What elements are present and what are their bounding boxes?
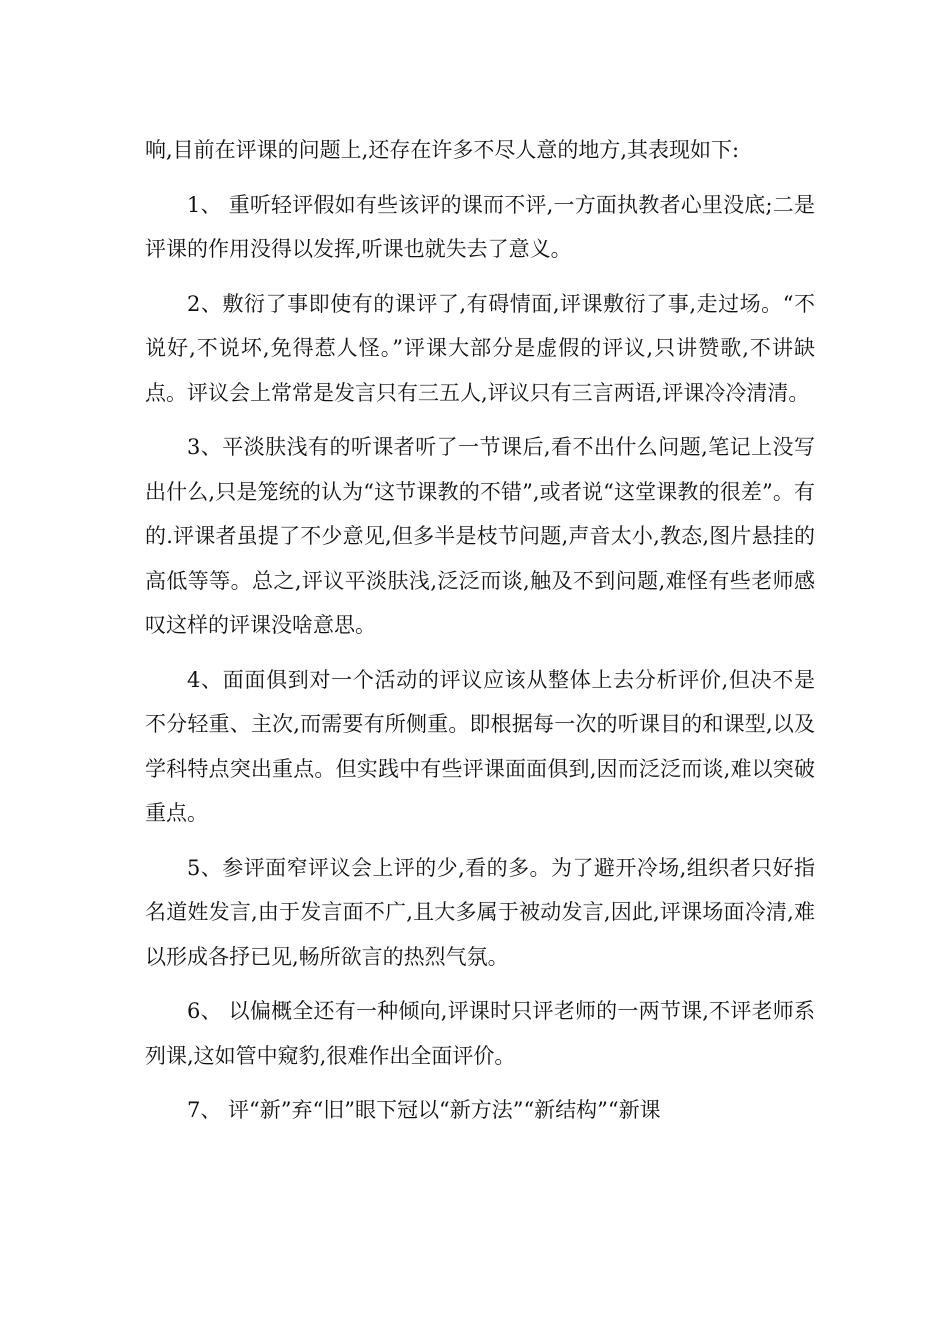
document-body — [145, 128, 815, 1133]
paragraph-item-6: 6、 以偏概全还有一种倾向,评课时只评老师的一两节课,不评老师系列课,这如管中窥豹,很难作出全面评价。 — [145, 999, 815, 1068]
paragraph-item-7: 7、 评“新”弃“旧”眼下冠以“新方法”“新结构”“新课 — [187, 1098, 661, 1122]
paragraph-item-4: 4、面面俱到对一个活动的评议应该从整体上去分析评价,但决不是不分轻重、主次,而需要有所侧重。即根据每一次的听课目的和课型,以及学科特点突出重点。但实践中有些评课面面俱到,因而泛泛而谈,难以突破重点。 — [145, 667, 815, 825]
paragraph-item-1: 1、 重听轻评假如有些该评的课而不评,一方面执教者心里没底;二是评课的作用没得以发挥,听课也就失去了意义。 — [145, 192, 815, 261]
paragraph-item-3: 3、平淡肤浅有的听课者听了一节课后,看不出什么问题,笔记上没写出什么,只是笼统的认为“这节课教的不错”,或者说“这堂课教的很差”。有的.评课者虽提了不少意见,但多半是枝节问题,声音太小,教态,图片悬挂的高低等等。总之,评议平淡肤浅,泛泛而谈,触及不到问题,难怪有些老师感叹这样的评课没啥意思。 — [145, 435, 815, 637]
paragraph-continuation: 响,目前在评课的问题上,还存在许多不尽人意的地方,其表现如下: — [145, 138, 740, 162]
paragraph-item-5: 5、参评面窄评议会上评的少,看的多。为了避开冷场,组织者只好指名道姓发言,由于发言面不广,且大多属于被动发言,因此,评课场面冷清,难以形成各抒已见,畅所欲言的热烈气氛。 — [145, 855, 815, 969]
paragraph-item-2: 2、敷衍了事即使有的课评了,有碍情面,评课敷衍了事,走过场。“不说好,不说坏,免得惹人怪。”评课大部分是虚假的评议,只讲赞歌,不讲缺点。评议会上常常是发言只有三五人,评议只有三言两语,评课冷冷清清。 — [145, 291, 815, 405]
